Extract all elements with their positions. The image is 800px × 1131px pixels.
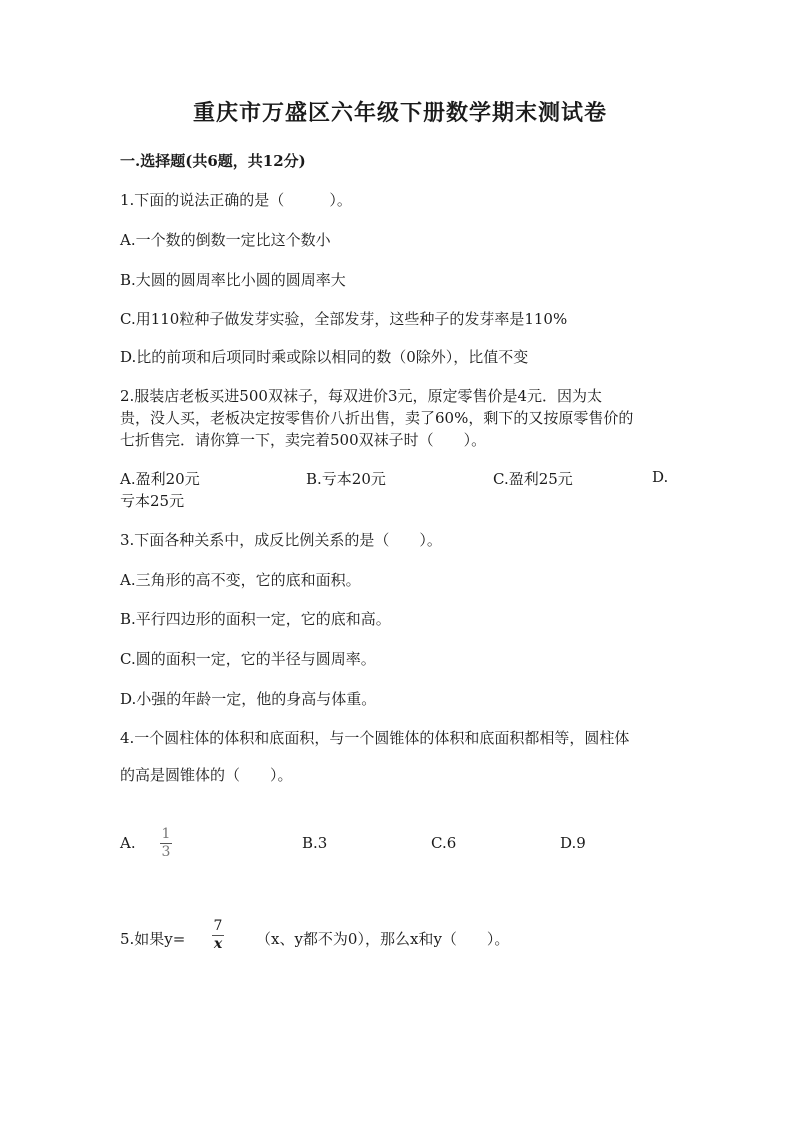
question-1-option-d: D.比的前项和后项同时乘或除以相同的数（0除外），比值不变 <box>120 348 529 366</box>
question-3-option-d: D.小强的年龄一定，他的身高与体重。 <box>120 690 377 708</box>
question-3-option-a: A.三角形的高不变，它的底和面积。 <box>120 571 361 589</box>
question-5-prefix: 5.如果y= <box>120 930 186 948</box>
question-4-option-c: C.6 <box>431 834 457 852</box>
question-2-option-a: A.盈利20元 <box>120 470 200 488</box>
question-5-suffix: （x、y都不为0），那么x和y（ ）。 <box>256 930 510 948</box>
question-2-stem-line-2: 贵，没人买，老板决定按零售价八折出售，卖了60%，剩下的又按原零售价的 <box>120 409 634 427</box>
fraction-denominator: x <box>213 936 223 952</box>
question-2-option-c: C.盈利25元 <box>493 470 573 488</box>
question-2-option-d-label: D. <box>652 468 669 486</box>
fraction-numerator: 1 <box>161 826 171 842</box>
section-heading: 一.选择题(共6题，共12分) <box>120 152 306 170</box>
question-2-stem-line-3: 七折售完．请你算一下，卖完着500双袜子时（ ）。 <box>120 431 487 449</box>
question-1-stem: 1.下面的说法正确的是（ ）。 <box>120 191 352 209</box>
page-title: 重庆市万盛区六年级下册数学期末测试卷 <box>192 100 607 126</box>
question-5-fraction <box>212 919 224 952</box>
question-4-option-a-fraction <box>160 827 172 860</box>
question-3-option-b: B.平行四边形的面积一定，它的底和高。 <box>120 610 391 628</box>
question-4-stem-line-2: 的高是圆锥体的（ ）。 <box>120 766 293 784</box>
question-2-option-d-text: 亏本25元 <box>120 492 185 510</box>
fraction-numerator: 7 <box>213 918 223 934</box>
question-1-option-c: C.用110粒种子做发芽实验，全部发芽，这些种子的发芽率是110% <box>120 310 568 328</box>
question-4-option-b: B.3 <box>302 834 328 852</box>
question-4-option-d: D.9 <box>560 834 586 852</box>
question-4-stem-line-1: 4.一个圆柱体的体积和底面积，与一个圆锥体的体积和底面积都相等，圆柱体 <box>120 729 630 747</box>
question-1-option-b: B.大圆的圆周率比小圆的圆周率大 <box>120 271 346 289</box>
question-2-stem-line-1: 2.服装店老板买进500双袜子，每双进价3元，原定零售价是4元．因为太 <box>120 387 603 405</box>
question-4-option-a-label: A. <box>120 834 136 852</box>
question-2-option-b: B.亏本20元 <box>306 470 386 488</box>
question-3-option-c: C.圆的面积一定，它的半径与圆周率。 <box>120 650 376 668</box>
question-3-stem: 3.下面各种关系中，成反比例关系的是（ ）。 <box>120 531 442 549</box>
question-1-option-a: A.一个数的倒数一定比这个数小 <box>120 231 331 249</box>
fraction-denominator: 3 <box>161 844 171 860</box>
